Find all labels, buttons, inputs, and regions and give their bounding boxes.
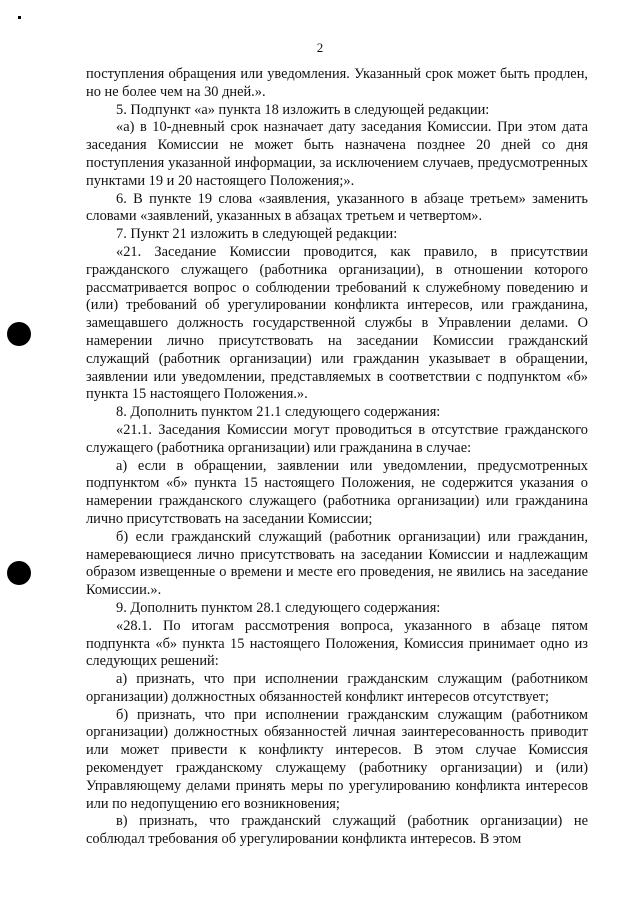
paragraph-item-7: 7. Пункт 21 изложить в следующей редакции: (116, 226, 398, 243)
paragraph-18a-text: «а) в 10-дневный срок назначает дату заседания Комиссии. При этом дата заседания Комиссии не может быть назначена позднее 20 дней со дня поступления указанной информации, за исключением случаев, предусмотренных пунктами 19 и 20 настоящего Положения;». (86, 119, 588, 189)
paragraph-item-6: 6. В пункте 19 слова «заявления, указанного в абзаце третьем» заменить словами «заявлений, указанных в абзацах третьем и четвертом». (86, 190, 588, 225)
paragraph-item-9: 9. Дополнить пунктом 28.1 следующего содержания: (116, 599, 441, 616)
document-body (86, 66, 588, 849)
paragraph-21-1-a: а) если в обращении, заявлении или уведомлении, предусмотренных подпунктом «б» пункта 15 настоящего Положения, не содержится указания о намерении гражданского служащего (работника организации) или гражданина лично присутствовать на заседании Комиссии; (86, 457, 588, 527)
paragraph-21-text: «21. Заседание Комиссии проводится, как правило, в присутствии гражданского служащего (работника организации), в отношении которого рассматривается вопрос о соблюдении требований к служебному поведению и (или) требований об урегулировании конфликта интересов, или гражданина, замещавшего должность государственной службы в Управлении делами. О намерении лично присутствовать на заседании Комиссии гражданский служащий (работник организации) или гражданин указывает в обращении, заявлении или уведомлении, представляемых в соответствии с подпунктом «б» пункта 15 настоящего Положения.». (86, 243, 588, 403)
page-number: 2 (316, 40, 324, 55)
paragraph-28-1-b: б) признать, что при исполнении гражданским служащим (работником организации) должностных обязанностей личная заинтересованность приводит или может привести к конфликту интересов. В этом случае Комиссия рекомендует гражданскому служащему (работнику организации) и (или) Управляющему делами принять меры по урегулированию конфликта интересов или по недопущению его возникновения; (86, 706, 588, 812)
paragraph-28-1-a: а) признать, что при исполнении гражданским служащим (работником организации) должностных обязанностей конфликт интересов отсутствует; (86, 671, 588, 705)
scan-speck (18, 16, 21, 19)
paragraph-28-1-v: в) признать, что гражданский служащий (работник организации) не соблюдал требования об урегулировании конфликта интересов. В этом (86, 813, 588, 848)
paragraph-continuation: поступления обращения или уведомления. Указанный срок может быть продлен, но не более чем на 30 дней.». (86, 66, 588, 100)
paragraph-item-5: 5. Подпункт «а» пункта 18 изложить в следующей редакции: (116, 101, 490, 118)
paragraph-28-1-text: «28.1. По итогам рассмотрения вопроса, указанного в абзаце пятом подпункта «б» пункта 15 настоящего Положения, Комиссия принимает одно из следующих решений: (86, 617, 588, 670)
paragraph-21-1-text: «21.1. Заседания Комиссии могут проводиться в отсутствие гражданского служащего (работника организации) или гражданина в случае: (86, 421, 588, 456)
paragraph-item-8: 8. Дополнить пунктом 21.1 следующего содержания: (116, 404, 441, 421)
punch-hole-top (7, 322, 31, 346)
paragraph-21-1-b: б) если гражданский служащий (работник организации) или гражданин, намеревающиеся лично присутствовать на заседании Комиссии и надлежащим образом извещенные о времени и месте его проведения, не явились на заседание Комиссии.». (86, 528, 588, 599)
punch-hole-bottom (7, 561, 31, 585)
